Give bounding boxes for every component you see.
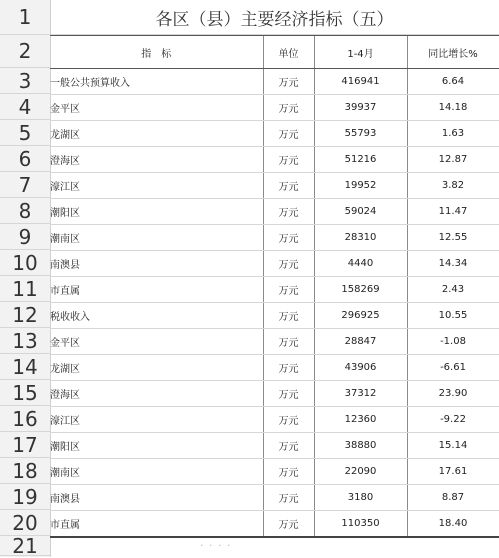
cell-yoy[interactable]: 2.43 xyxy=(407,277,499,303)
row-number[interactable]: 9 xyxy=(0,224,50,250)
cell-value[interactable]: 39937 xyxy=(314,95,407,121)
row-number[interactable]: 19 xyxy=(0,484,50,510)
indicator-table xyxy=(50,35,499,538)
table-row xyxy=(50,199,499,225)
cell-indicator-name[interactable]: 南澳县 xyxy=(50,251,263,277)
cell-value[interactable]: 158269 xyxy=(314,277,407,303)
row-number[interactable]: 3 xyxy=(0,68,50,94)
row-number[interactable]: 5 xyxy=(0,120,50,146)
cell-yoy[interactable]: 12.87 xyxy=(407,147,499,173)
table-row xyxy=(50,329,499,355)
cell-value[interactable]: 3180 xyxy=(314,485,407,511)
cell-indicator-name[interactable]: 金平区 xyxy=(50,329,263,355)
cell-indicator-name[interactable]: 市直属 xyxy=(50,277,263,303)
cell-unit[interactable]: 万元 xyxy=(263,199,314,225)
cell-yoy[interactable]: 18.40 xyxy=(407,511,499,537)
cell-indicator-name[interactable]: 潮阳区 xyxy=(50,433,263,459)
table-row xyxy=(50,173,499,199)
row-number[interactable]: 21 xyxy=(0,536,50,556)
cell-value[interactable]: 28310 xyxy=(314,225,407,251)
row-number[interactable]: 10 xyxy=(0,250,50,276)
cell-value[interactable]: 416941 xyxy=(314,69,407,95)
cell-indicator-name[interactable]: 潮南区 xyxy=(50,459,263,485)
header-unit: 单位 xyxy=(263,36,314,69)
cell-unit[interactable]: 万元 xyxy=(263,433,314,459)
cell-yoy[interactable]: 6.64 xyxy=(407,69,499,95)
row-number[interactable]: 15 xyxy=(0,380,50,406)
table-row xyxy=(50,147,499,173)
cell-indicator-name[interactable]: 澄海区 xyxy=(50,147,263,173)
row-number[interactable]: 14 xyxy=(0,354,50,380)
cell-unit[interactable]: 万元 xyxy=(263,95,314,121)
table-row xyxy=(50,355,499,381)
cell-indicator-name[interactable]: 澄海区 xyxy=(50,381,263,407)
cell-indicator-name[interactable]: 濠江区 xyxy=(50,407,263,433)
cell-indicator-name[interactable]: 南澳县 xyxy=(50,485,263,511)
cell-yoy[interactable]: 8.87 xyxy=(407,485,499,511)
row-number[interactable]: 8 xyxy=(0,198,50,224)
cell-indicator-name[interactable]: 金平区 xyxy=(50,95,263,121)
row-number[interactable]: 4 xyxy=(0,94,50,120)
cell-indicator-name[interactable]: 濠江区 xyxy=(50,173,263,199)
table-row xyxy=(50,511,499,537)
cell-unit[interactable]: 万元 xyxy=(263,355,314,381)
row-number[interactable]: 6 xyxy=(0,146,50,172)
cell-yoy[interactable]: 11.47 xyxy=(407,199,499,225)
table-row xyxy=(50,303,499,329)
cell-yoy[interactable]: 14.34 xyxy=(407,251,499,277)
cell-yoy[interactable]: 23.90 xyxy=(407,381,499,407)
table-row xyxy=(50,225,499,251)
header-indicator: 指 标 xyxy=(50,36,263,69)
row-number[interactable]: 12 xyxy=(0,302,50,328)
cell-value[interactable]: 43906 xyxy=(314,355,407,381)
row-number-column xyxy=(0,0,51,557)
cell-unit[interactable]: 万元 xyxy=(263,485,314,511)
row-number[interactable]: 16 xyxy=(0,406,50,432)
cell-indicator-name[interactable]: 市直属 xyxy=(50,511,263,537)
table-row xyxy=(50,121,499,147)
cell-indicator-name[interactable]: 潮阳区 xyxy=(50,199,263,225)
cell-value[interactable]: 19952 xyxy=(314,173,407,199)
cell-value[interactable]: 22090 xyxy=(314,459,407,485)
cell-value[interactable]: 55793 xyxy=(314,121,407,147)
header-yoy: 同比增长% xyxy=(407,36,499,69)
cell-unit[interactable]: 万元 xyxy=(263,329,314,355)
cell-yoy[interactable]: 17.61 xyxy=(407,459,499,485)
cell-value[interactable]: 12360 xyxy=(314,407,407,433)
cell-yoy[interactable]: -6.61 xyxy=(407,355,499,381)
cell-indicator-name[interactable]: 潮南区 xyxy=(50,225,263,251)
cell-yoy[interactable]: 12.55 xyxy=(407,225,499,251)
cell-unit[interactable]: 万元 xyxy=(263,121,314,147)
header-period: 1-4月 xyxy=(314,36,407,69)
cell-indicator-name[interactable]: 税收收入 xyxy=(50,303,263,329)
table-row xyxy=(50,69,499,95)
cell-unit[interactable]: 万元 xyxy=(263,459,314,485)
cell-value[interactable]: 28847 xyxy=(314,329,407,355)
table-row xyxy=(50,407,499,433)
watermark: · · · · xyxy=(200,539,232,552)
cell-yoy[interactable]: 1.63 xyxy=(407,121,499,147)
cell-unit[interactable]: 万元 xyxy=(263,511,314,537)
cell-value[interactable]: 59024 xyxy=(314,199,407,225)
cell-unit[interactable]: 万元 xyxy=(263,173,314,199)
cell-yoy[interactable]: 10.55 xyxy=(407,303,499,329)
table-row xyxy=(50,277,499,303)
cell-unit[interactable]: 万元 xyxy=(263,69,314,95)
row-number[interactable]: 2 xyxy=(0,35,50,68)
table-row xyxy=(50,251,499,277)
cell-unit[interactable]: 万元 xyxy=(263,225,314,251)
table-row xyxy=(50,459,499,485)
cell-yoy[interactable]: -1.08 xyxy=(407,329,499,355)
row-number[interactable]: 17 xyxy=(0,432,50,458)
cell-unit[interactable]: 万元 xyxy=(263,147,314,173)
cell-unit[interactable]: 万元 xyxy=(263,381,314,407)
cell-unit[interactable]: 万元 xyxy=(263,407,314,433)
table-row xyxy=(50,433,499,459)
sheet-title: 各区（县）主要经济指标（五） xyxy=(50,0,499,35)
table-row xyxy=(50,485,499,511)
cell-unit[interactable]: 万元 xyxy=(263,303,314,329)
row-number[interactable]: 13 xyxy=(0,328,50,354)
row-number[interactable]: 18 xyxy=(0,458,50,484)
cell-unit[interactable]: 万元 xyxy=(263,277,314,303)
row-number[interactable]: 20 xyxy=(0,510,50,536)
cell-value[interactable]: 37312 xyxy=(314,381,407,407)
cell-yoy[interactable]: 14.18 xyxy=(407,95,499,121)
cell-value[interactable]: 38880 xyxy=(314,433,407,459)
table-row xyxy=(50,381,499,407)
row-number[interactable]: 7 xyxy=(0,172,50,198)
cell-yoy[interactable]: 15.14 xyxy=(407,433,499,459)
cell-indicator-name[interactable]: 龙湖区 xyxy=(50,355,263,381)
cell-unit[interactable]: 万元 xyxy=(263,251,314,277)
cell-value[interactable]: 51216 xyxy=(314,147,407,173)
row-number[interactable]: 1 xyxy=(0,0,50,35)
cell-indicator-name[interactable]: 龙湖区 xyxy=(50,121,263,147)
header-row xyxy=(50,36,499,69)
cell-value[interactable]: 296925 xyxy=(314,303,407,329)
cell-indicator-name[interactable]: 一般公共预算收入 xyxy=(50,69,263,95)
cell-yoy[interactable]: -9.22 xyxy=(407,407,499,433)
cell-value[interactable]: 110350 xyxy=(314,511,407,537)
table-row xyxy=(50,95,499,121)
row-number[interactable]: 11 xyxy=(0,276,50,302)
cell-yoy[interactable]: 3.82 xyxy=(407,173,499,199)
cell-value[interactable]: 4440 xyxy=(314,251,407,277)
